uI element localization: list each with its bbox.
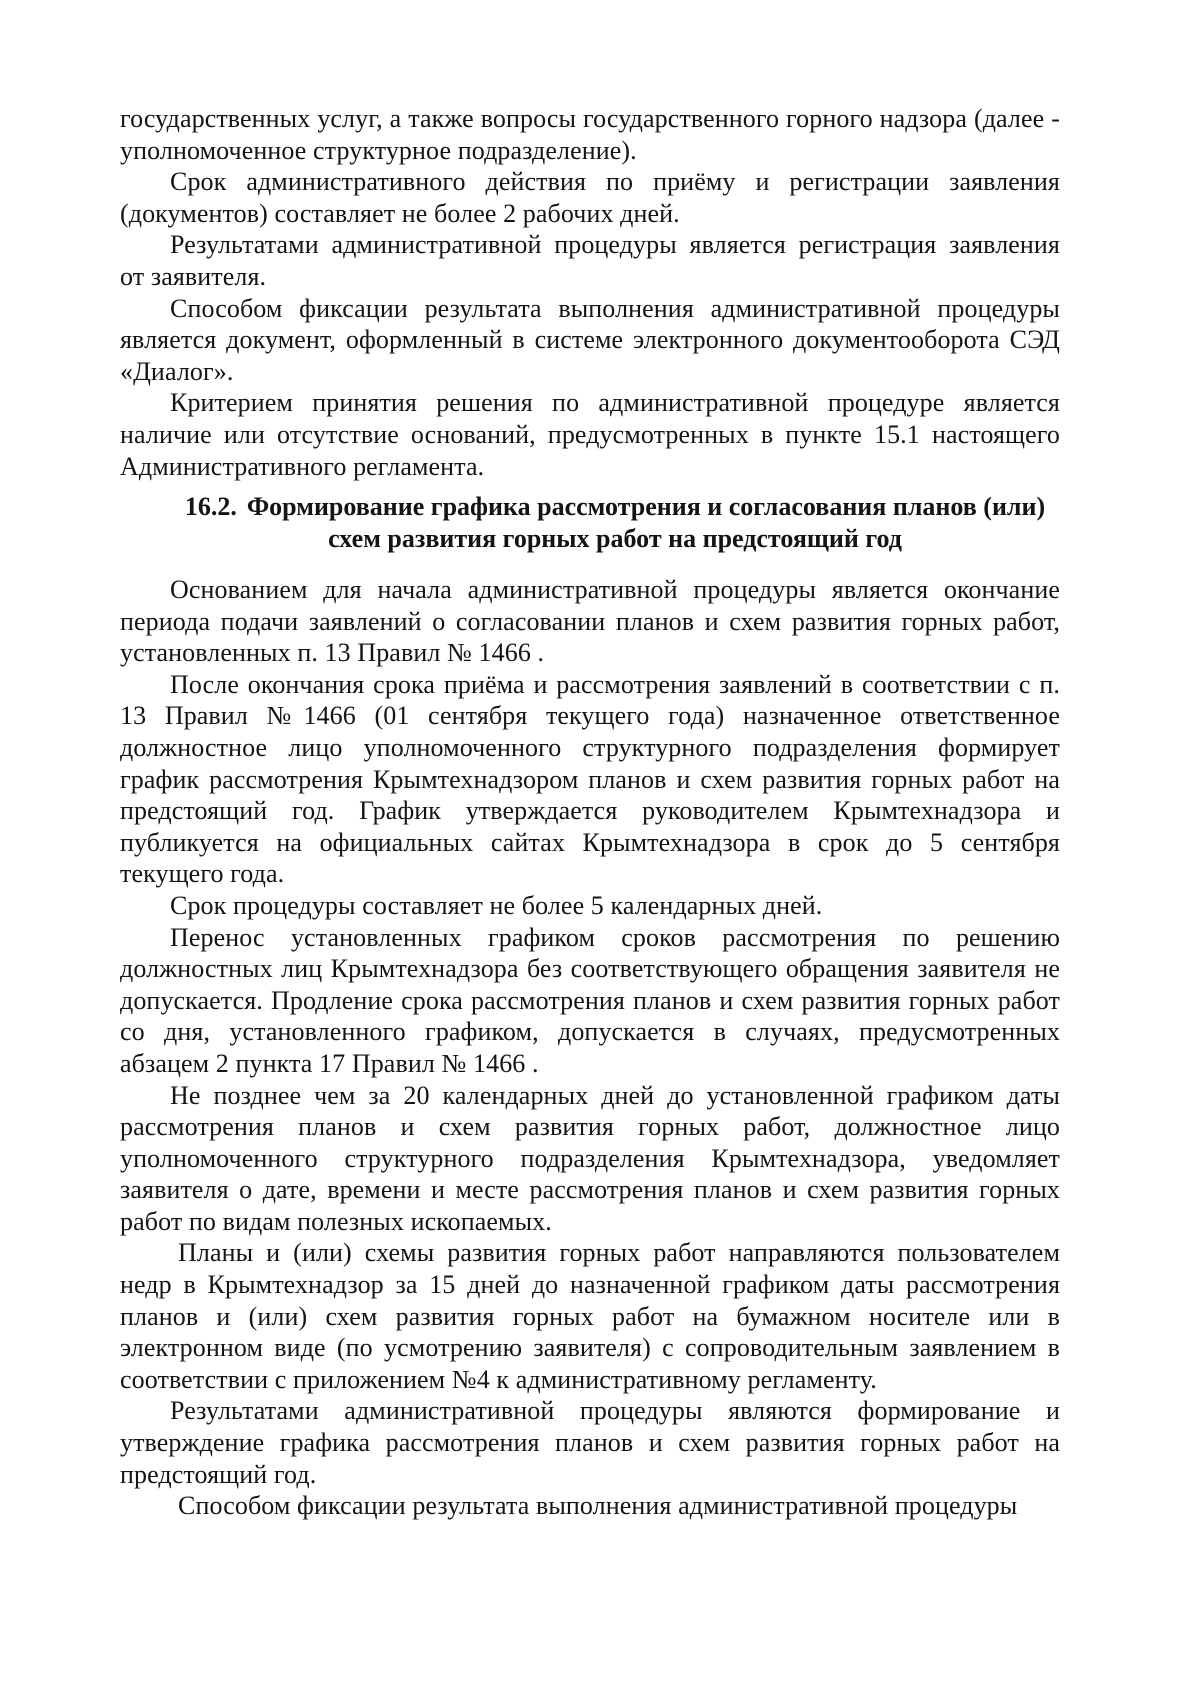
paragraph-fixation-method: Способом фиксации результата выполнения административной процедуры является документ, оформленный в системе электронного документооборота СЭД «Диалог». xyxy=(120,293,1060,386)
paragraph-section-results: Результатами административной процедуры являются формирование и утверждение графика рассмотрения планов и схем развития горных работ на предстоящий год. xyxy=(120,1396,1060,1489)
paragraph-continuation: государственных услуг, а также вопросы государственного горного надзора (далее - уполномоченное структурное подразделение). xyxy=(120,104,1060,165)
section-number: 16.2. xyxy=(184,492,237,521)
paragraph-applicant-notification: Не позднее чем за 20 календарных дней до установленной графиком даты рассмотрения планов и схем развития горных работ, должностное лицо уполномоченного структурного подразделения Крымтехнадзора, уведомляет заявителя о дате, времени и месте рассмотрения планов и схем развития горных работ по видам полезных ископаемых. xyxy=(120,1080,1060,1236)
paragraph-action-term: Срок административного действия по приёму и регистрации заявления (документов) составляет не более 2 рабочих дней. xyxy=(120,167,1060,228)
section-heading xyxy=(120,491,1060,554)
section-text-block xyxy=(120,574,1060,1522)
paragraph-procedure-term: Срок процедуры составляет не более 5 календарных дней. xyxy=(170,890,823,920)
paragraph-section-fixation: Способом фиксации результата выполнения административной процедуры xyxy=(178,1491,1018,1521)
paragraph-schedule-postponement: Перенос установленных графиком сроков рассмотрения по решению должностных лиц Крымтехнадзора без соответствующего обращения заявителя не допускается. Продление срока рассмотрения планов и схем развития горных работ со дня, установленного графиком, допускается в случаях, предусмотренных абзацем 2 пункта 17 Правил № 1466 . xyxy=(120,922,1060,1078)
paragraph-plans-submission: Планы и (или) схемы развития горных работ направляются пользователем недр в Крымтехнадзор за 15 дней до назначенной графиком даты рассмотрения планов и (или) схем развития горных работ на бумажном носителе или в электронном виде (по усмотрению заявителя) с сопроводительным заявлением в соответствии с приложением №4 к административному регламенту. xyxy=(120,1238,1060,1394)
top-text-block xyxy=(120,103,1060,482)
paragraph-procedure-result: Результатами административной процедуры является регистрация заявления от заявителя. xyxy=(120,230,1060,291)
paragraph-procedure-basis: Основанием для начала административной процедуры является окончание периода подачи заявлений о согласовании планов и схем развития горных работ, установленных п. 13 Правил № 1466 . xyxy=(120,575,1060,668)
section-title: Формирование графика рассмотрения и согласования планов (или) схем развития горных работ на предстоящий год xyxy=(246,492,1046,553)
paragraph-schedule-formation: После окончания срока приёма и рассмотрения заявлений в соответствии с п. 13 Правил №1466 (01 сентября текущего года) назначенное ответственное должностное лицо уполномоченного структурного подразделения формирует график рассмотрения Крымтехнадзором планов и схем развития горных работ на предстоящий год. График утверждается руководителем Крымтехнадзора и публикуется на официальных сайтах Крымтехнадзора в срок до 5 сентября текущего года. xyxy=(120,669,1060,889)
paragraph-decision-criterion: Критерием принятия решения по административной процедуре является наличие или отсутствие оснований, предусмотренных в пункте 15.1 настоящего Административного регламента. xyxy=(120,388,1060,481)
